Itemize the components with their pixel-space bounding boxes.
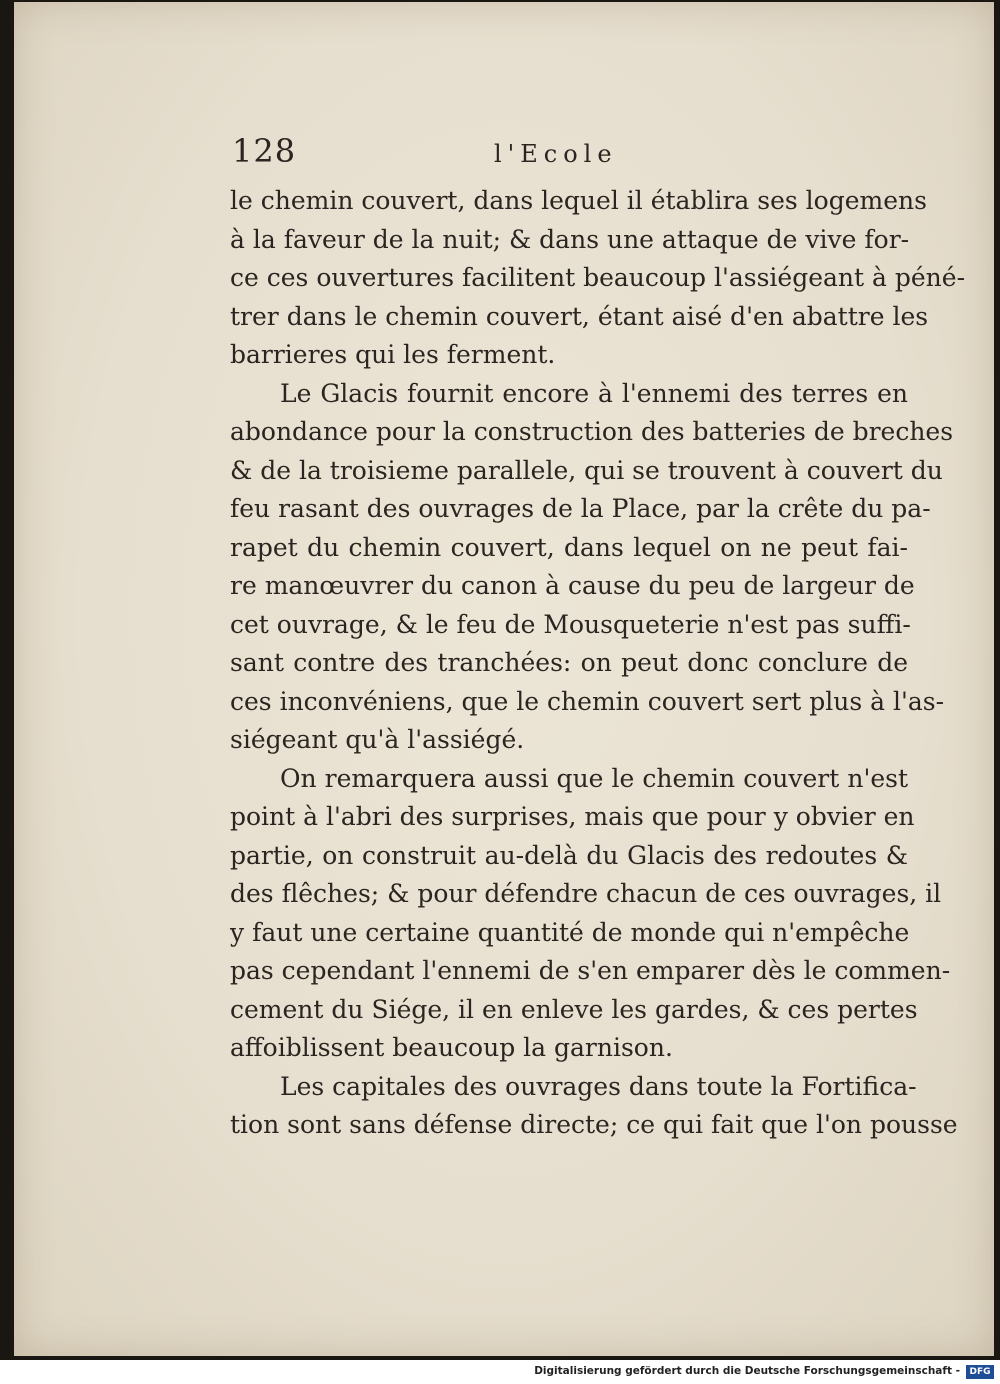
text-line: cet ouvrage, & le feu de Mousqueterie n'est pas suffi- bbox=[230, 609, 911, 639]
text-line: cement du Siége, il en enleve les gardes, & ces pertes bbox=[230, 994, 918, 1024]
text-line: sant contre des tranchées: on peut donc conclure de bbox=[230, 648, 908, 677]
text-line: & de la troisieme parallele, qui se trouvent à couvert du bbox=[230, 455, 943, 485]
page-number: 128 bbox=[232, 132, 297, 170]
text-line: le chemin couvert, dans lequel il établira ses logemens bbox=[230, 186, 927, 215]
text-line: re manœuvrer du canon à cause du peu de largeur de bbox=[230, 571, 915, 600]
text-line: partie, on construit au-delà du Glacis des redoutes & bbox=[230, 840, 908, 870]
page-text-block bbox=[230, 130, 966, 1145]
text-line: ces inconvéniens, que le chemin couvert sert plus à l'as- bbox=[230, 686, 945, 716]
page-header bbox=[230, 130, 908, 182]
text-line: siégeant qu'à l'assiégé. bbox=[230, 725, 525, 754]
text-line: point à l'abri des surprises, mais que pour y obvier en bbox=[230, 802, 915, 831]
text-line: y faut une certaine quantité de monde qui n'empêche bbox=[230, 917, 910, 947]
text-line: ce ces ouvertures facilitent beaucoup l'assiégeant à péné- bbox=[230, 263, 966, 292]
text-body bbox=[230, 182, 966, 1145]
running-head: l'Ecole bbox=[494, 140, 618, 168]
text-line: Les capitales des ouvrages dans toute la Fortifica- bbox=[280, 1071, 917, 1101]
text-line: On remarquera aussi que le chemin couvert n'est bbox=[280, 763, 908, 793]
footer-bar bbox=[0, 1362, 1000, 1384]
text-line: barrieres qui les ferment. bbox=[230, 340, 556, 369]
text-line: affoiblissent beaucoup la garnison. bbox=[230, 1033, 673, 1062]
text-line: trer dans le chemin couvert, étant aisé d'en abattre les bbox=[230, 301, 929, 331]
funding-credit: Digitalisierung gefördert durch die Deutsche Forschungsgemeinschaft - bbox=[534, 1365, 960, 1377]
text-line: des flêches; & pour défendre chacun de ces ouvrages, il bbox=[230, 879, 942, 908]
text-line: Le Glacis fournit encore à l'ennemi des terres en bbox=[280, 378, 908, 408]
text-line: tion sont sans défense directe; ce qui fait que l'on pousse bbox=[230, 1110, 958, 1139]
text-line: feu rasant des ouvrages de la Place, par la crête du pa- bbox=[230, 494, 931, 523]
text-line: pas cependant l'ennemi de s'en emparer dès le commen- bbox=[230, 956, 951, 985]
dfg-logo: DFG bbox=[966, 1365, 994, 1379]
text-line: rapet du chemin couvert, dans lequel on ne peut fai- bbox=[230, 532, 908, 562]
text-line: abondance pour la construction des batteries de breches bbox=[230, 417, 954, 446]
text-line: à la faveur de la nuit; & dans une attaque de vive for- bbox=[230, 224, 910, 254]
